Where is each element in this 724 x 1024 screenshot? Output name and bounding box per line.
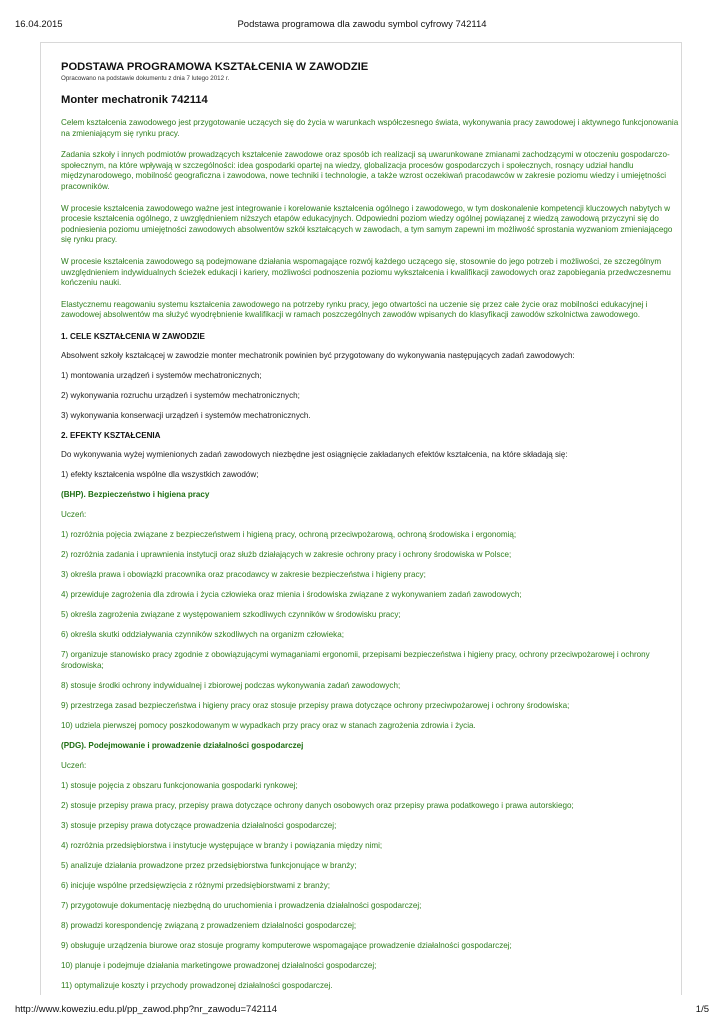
- bhp-uczen-label: Uczeń:: [61, 509, 87, 519]
- print-url: http://www.koweziu.edu.pl/pp_zawod.php?nr_zawodu=742114: [15, 1004, 278, 1015]
- pdg-list-item: 5) analizuje działania prowadzone przez przedsiębiorstwa funkcjonujące w branży;: [61, 861, 357, 871]
- pdg-list-item: 2) stosuje przepisy prawa pracy, przepisy prawa dotyczące ochrony danych osobowych oraz przepisy prawa podatkowego i prawa autorskiego;: [61, 801, 574, 811]
- bhp-list-item: 10) udziela pierwszej pomocy poszkodowanym w wypadkach przy pracy oraz w stanach zagrożenia zdrowia i życia.: [61, 721, 476, 731]
- pdg-list-item: 8) prowadzi korespondencję związaną z prowadzeniem działalności gospodarczej;: [61, 921, 357, 931]
- pdg-list-item: 1) stosuje pojęcia z obszaru funkcjonowania gospodarki rynkowej;: [61, 781, 298, 791]
- document-title: PODSTAWA PROGRAMOWA KSZTAŁCENIA W ZAWODZIE: [61, 61, 369, 73]
- intro-paragraph: Zadania szkoły i innych podmiotów prowadzących kształcenie zawodowe oraz sposób ich realizacji są uwarunkowane zmianami zachodzącymi w otoczeniu gospodarczo-społecznym, na które wpływają w szczególności: idea gospodarki opartej na wiedzy, globalizacja procesów gospodarczych i społecznych, rosnący udział handlu międzynarodowego, mobilność geograficzna i zawodowa, nowe techniki i technologie, a także wzrost oczekiwań pracodawców w zakresie poziomu wiedzy i umiejętności pracowników.: [61, 150, 670, 191]
- effects-lead: Do wykonywania wyżej wymienionych zadań zawodowych niezbędne jest osiągnięcie zakładanych efektów kształcenia, na które składają się:: [61, 449, 568, 459]
- bhp-heading: (BHP). Bezpieczeństwo i higiena pracy: [61, 489, 210, 499]
- goals-list-item: 2) wykonywania rozruchu urządzeń i systemów mechatronicznych;: [61, 390, 300, 400]
- pdg-list-item: 7) przygotowuje dokumentację niezbędną do uruchomienia i prowadzenia działalności gospodarczej;: [61, 901, 422, 911]
- browser-print-header: [0, 0, 724, 30]
- pdg-list-item: 4) rozróżnia przedsiębiorstwa i instytucje występujące w branży i powiązania między nimi;: [61, 841, 383, 851]
- document-content: [61, 60, 681, 1001]
- bhp-list-item: 6) określa skutki oddziaływania czynników szkodliwych na organizm człowieka;: [61, 629, 344, 639]
- intro-paragraph: Elastycznemu reagowaniu systemu kształcenia zawodowego na potrzeby rynku pracy, jego otwartości na uczenie się przez całe życie oraz mobilności edukacyjnej i zawodowej absolwentów ma służyć wyodrębnienie kwalifikacji w ramach poszczególnych zawodów wpisanych do klasyfikacji zawodów szkolnictwa zawodowego.: [61, 299, 648, 320]
- effects-list-item: 1) efekty kształcenia wspólne dla wszystkich zawodów;: [61, 469, 259, 479]
- intro-paragraph: W procesie kształcenia zawodowego ważne jest integrowanie i korelowanie kształcenia ogólnego i zawodowego, w tym doskonalenie kompetencji kluczowych nabytych w procesie kształcenia ogólnego, z uwzględnieniem niższych etapów edukacyjnych. Odpowiedni poziom wiedzy ogólnej powiązanej z wiedzą zawodową przyczyni się do podniesienia poziomu umiejętności zawodowych absolwentów szkół kształcących w zawodach, a tym samym zapewni im możliwość sprostania wyzwaniom zmieniającego się rynku pracy.: [61, 203, 673, 245]
- section-heading-effects: 2. EFEKTY KSZTAŁCENIA: [61, 430, 161, 440]
- pdg-list-item: 11) optymalizuje koszty i przychody prowadzonej działalności gospodarczej.: [61, 981, 333, 991]
- pdg-uczen-label: Uczeń:: [61, 761, 87, 771]
- browser-print-footer: [0, 998, 724, 1024]
- print-page-title: Podstawa programowa dla zawodu symbol cyfrowy 742114: [237, 19, 487, 30]
- goals-list-item: 1) montowania urządzeń i systemów mechatronicznych;: [61, 370, 262, 380]
- profession-heading: Monter mechatronik 742114: [61, 94, 208, 106]
- bhp-list-item: 4) przewiduje zagrożenia dla zdrowia i życia człowieka oraz mienia i środowiska związane z wykonywaniem zadań zawodowych;: [61, 589, 522, 599]
- bhp-list-item: 1) rozróżnia pojęcia związane z bezpieczeństwem i higieną pracy, ochroną przeciwpożarową, ochroną środowiska i ergonomią;: [61, 529, 517, 539]
- bhp-list-item: 9) przestrzega zasad bezpieczeństwa i higieny pracy oraz stosuje przepisy prawa dotyczące ochrony przeciwpożarowej i ochrony środowiska;: [61, 701, 570, 711]
- bhp-list-item: 2) rozróżnia zadania i uprawnienia instytucji oraz służb działających w zakresie ochrony pracy i ochrony środowiska w Polsce;: [61, 549, 512, 559]
- goals-list-item: 3) wykonywania konserwacji urządzeń i systemów mechatronicznych.: [61, 410, 311, 420]
- pdg-list-item: 6) inicjuje wspólne przedsięwzięcia z różnymi przedsiębiorstwami z branży;: [61, 881, 330, 891]
- bhp-list-item: 7) organizuje stanowisko pracy zgodnie z obowiązującymi wymaganiami ergonomii, przepisami bezpieczeństwa i higieny pracy, ochrony przeciwpożarowej i ochrony środowiska;: [61, 649, 650, 670]
- intro-paragraph: W procesie kształcenia zawodowego są podejmowane działania wspomagające rozwój każdego uczącego się, stosownie do jego potrzeb i możliwości, ze szczególnym uwzględnieniem indywidualnych ścieżek edukacji i kariery, możliwości podnoszenia poziomu wykształcenia i kwalifikacji zawodowych oraz zapobiegania przedwczesnemu kończeniu nauki.: [61, 256, 671, 288]
- bhp-list-item: 8) stosuje środki ochrony indywidualnej i zbiorowej podczas wykonywania zadań zawodowych;: [61, 681, 401, 691]
- pdg-heading: (PDG). Podejmowanie i prowadzenie działalności gospodarczej: [61, 741, 304, 751]
- pdg-list-item: 9) obsługuje urządzenia biurowe oraz stosuje programy komputerowe wspomagające prowadzenie działalności gospodarczej;: [61, 941, 512, 951]
- pdg-list-item: 10) planuje i podejmuje działania marketingowe prowadzonej działalności gospodarczej;: [61, 961, 377, 971]
- section-heading-goals: 1. CELE KSZTAŁCENIA W ZAWODZIE: [61, 331, 205, 341]
- goals-lead: Absolwent szkoły kształcącej w zawodzie monter mechatronik powinien być przygotowany do wykonywania następujących zadań zawodowych:: [61, 350, 575, 360]
- bhp-list-item: 5) określa zagrożenia związane z występowaniem szkodliwych czynników w środowisku pracy;: [61, 609, 401, 619]
- document-subtitle: Opracowano na podstawie dokumentu z dnia 7 lutego 2012 r.: [61, 75, 230, 82]
- pdg-list-item: 3) stosuje przepisy prawa dotyczące prowadzenia działalności gospodarczej;: [61, 821, 337, 831]
- bhp-list-item: 3) określa prawa i obowiązki pracownika oraz pracodawcy w zakresie bezpieczeństwa i higieny pracy;: [61, 569, 426, 579]
- print-page-number: 1/5: [695, 1004, 709, 1015]
- intro-section: [61, 118, 681, 321]
- print-date: 16.04.2015: [15, 19, 63, 30]
- intro-paragraph: Celem kształcenia zawodowego jest przygotowanie uczących się do życia w warunkach współczesnego świata, wykonywania pracy zawodowej i aktywnego funkcjonowania na zmieniającym się rynku pracy.: [61, 118, 679, 138]
